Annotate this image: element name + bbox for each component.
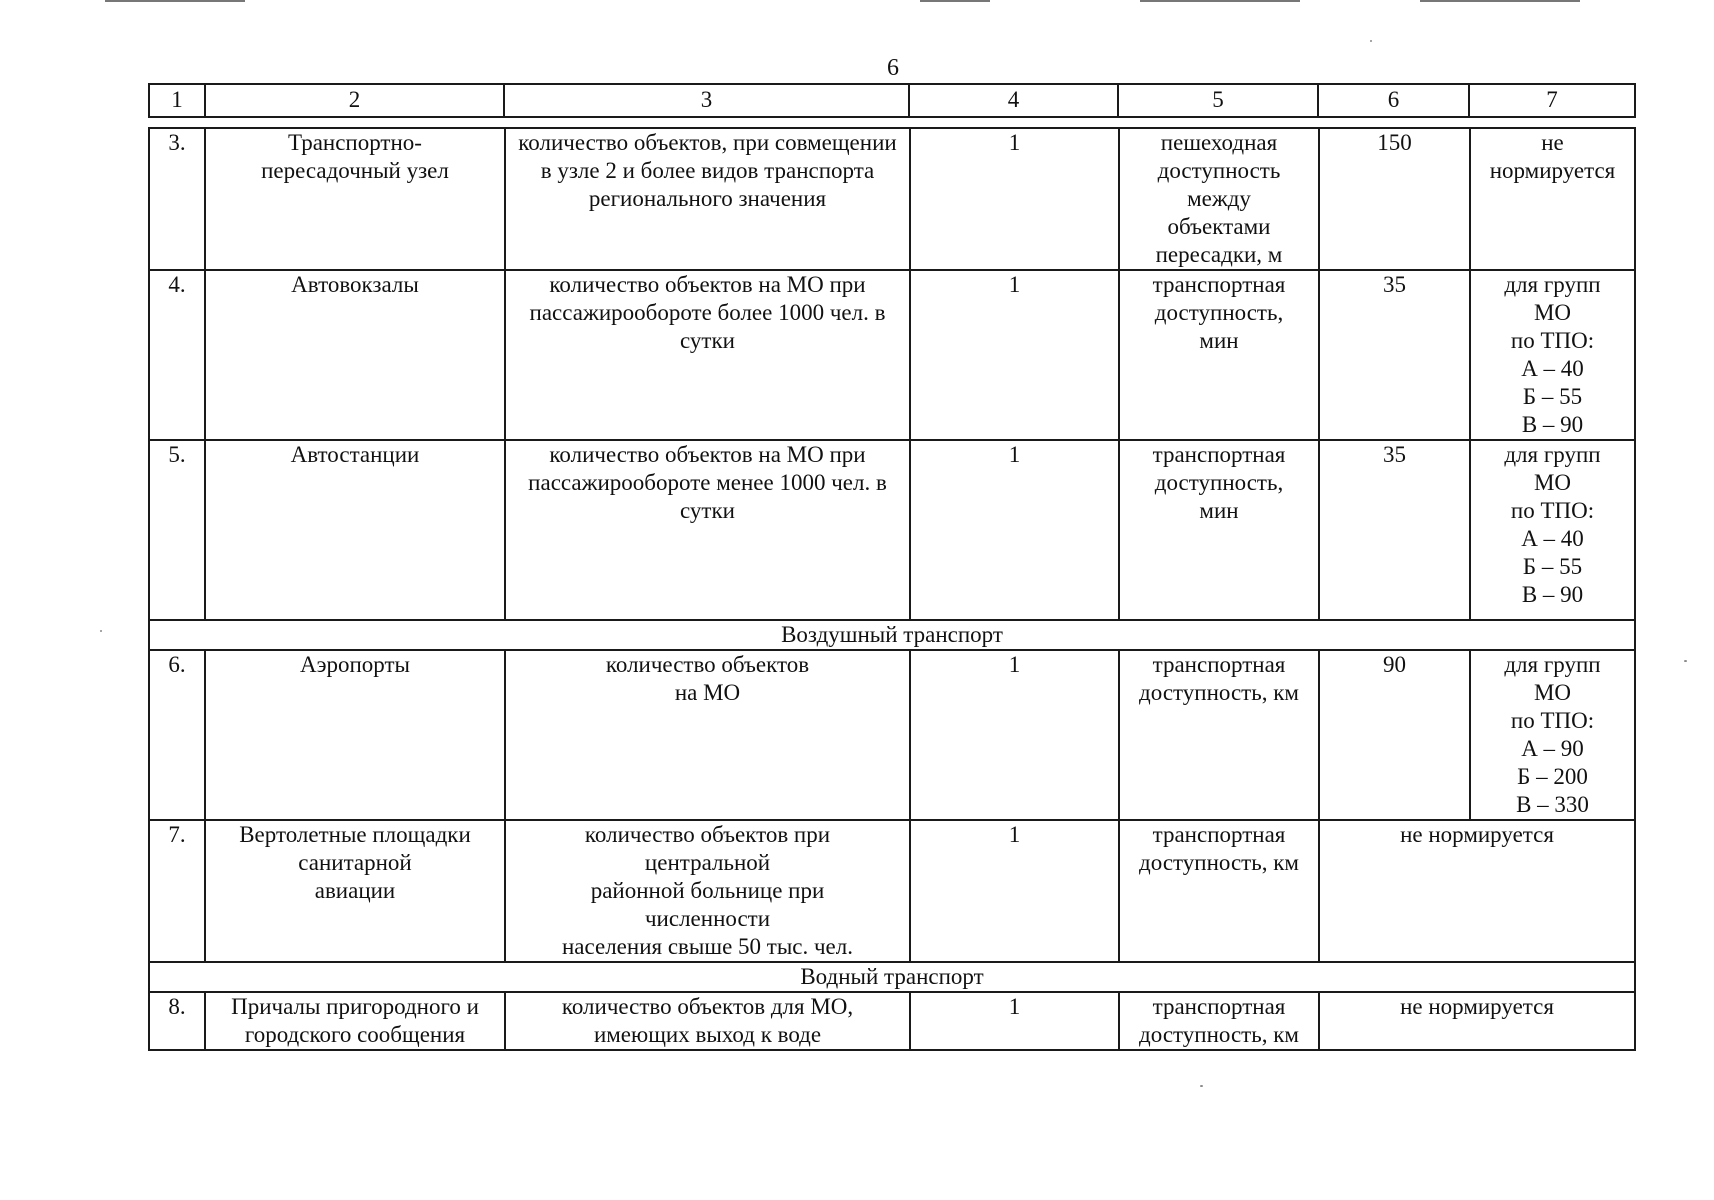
- column-number: 1: [149, 84, 205, 117]
- column-number-row: [149, 84, 1635, 117]
- object-name: Причалы пригородного и городского сообщения: [205, 992, 505, 1050]
- note-merged: не нормируется: [1319, 820, 1635, 962]
- column-number: 5: [1118, 84, 1318, 117]
- table-row: [149, 650, 1635, 820]
- indicator: количество объектов для МО, имеющих выход к воде: [505, 992, 910, 1050]
- table-row: [149, 128, 1635, 270]
- column-number: 2: [205, 84, 504, 117]
- scan-speck: [1684, 660, 1687, 662]
- distance: 150: [1319, 128, 1470, 270]
- note: для групп МО по ТПО: А – 40 Б – 55 В – 90: [1470, 270, 1635, 440]
- scan-edge-line: [920, 0, 990, 2]
- table-row: [149, 270, 1635, 440]
- indicator: количество объектов на МО при пассажирообороте менее 1000 чел. в сутки: [505, 440, 910, 620]
- scan-speck: [1200, 1085, 1203, 1087]
- accessibility: транспортная доступность, км: [1119, 650, 1319, 820]
- note: не нормируется: [1470, 128, 1635, 270]
- table-row: [149, 992, 1635, 1050]
- row-number: 3.: [149, 128, 205, 270]
- scan-speck: [100, 630, 102, 632]
- section-row: [149, 962, 1635, 992]
- norms-table: [148, 127, 1636, 1051]
- row-number: 8.: [149, 992, 205, 1050]
- object-name: Автовокзалы: [205, 270, 505, 440]
- distance: 35: [1319, 440, 1470, 620]
- accessibility: транспортная доступность, мин: [1119, 270, 1319, 440]
- section-row: [149, 620, 1635, 650]
- distance: 35: [1319, 270, 1470, 440]
- note: для групп МО по ТПО: А – 40 Б – 55 В – 90: [1470, 440, 1635, 620]
- object-name: Транспортно- пересадочный узел: [205, 128, 505, 270]
- page-number: 6: [887, 55, 899, 81]
- scan-speck: [1370, 40, 1372, 42]
- column-number: 3: [504, 84, 909, 117]
- object-name: Автостанции: [205, 440, 505, 620]
- indicator: количество объектов на МО при пассажирообороте более 1000 чел. в сутки: [505, 270, 910, 440]
- value: 1: [910, 440, 1119, 620]
- table-row: [149, 820, 1635, 962]
- value: 1: [910, 128, 1119, 270]
- distance: 90: [1319, 650, 1470, 820]
- accessibility: транспортная доступность, мин: [1119, 440, 1319, 620]
- table-header: [148, 83, 1636, 118]
- object-name: Аэропорты: [205, 650, 505, 820]
- accessibility: пешеходная доступность между объектами пересадки, м: [1119, 128, 1319, 270]
- note-merged: не нормируется: [1319, 992, 1635, 1050]
- value: 1: [910, 820, 1119, 962]
- value: 1: [910, 992, 1119, 1050]
- scan-edge-line: [1420, 0, 1580, 2]
- value: 1: [910, 650, 1119, 820]
- accessibility: транспортная доступность, км: [1119, 992, 1319, 1050]
- indicator: количество объектов при центральной районной больнице при численности населения свыше 50 тыс. чел.: [505, 820, 910, 962]
- note: для групп МО по ТПО: А – 90 Б – 200 В – 330: [1470, 650, 1635, 820]
- scan-edge-line: [105, 0, 245, 2]
- row-number: 5.: [149, 440, 205, 620]
- indicator: количество объектов на МО: [505, 650, 910, 820]
- row-number: 7.: [149, 820, 205, 962]
- section-title-air: Воздушный транспорт: [149, 620, 1635, 650]
- row-number: 6.: [149, 650, 205, 820]
- scan-edge-line: [1140, 0, 1300, 2]
- column-number: 4: [909, 84, 1118, 117]
- row-number: 4.: [149, 270, 205, 440]
- indicator: количество объектов, при совмещении в узле 2 и более видов транспорта регионального значения: [505, 128, 910, 270]
- object-name: Вертолетные площадки санитарной авиации: [205, 820, 505, 962]
- section-title-water: Водный транспорт: [149, 962, 1635, 992]
- column-number: 6: [1318, 84, 1469, 117]
- table-row: [149, 440, 1635, 620]
- column-number: 7: [1469, 84, 1635, 117]
- value: 1: [910, 270, 1119, 440]
- accessibility: транспортная доступность, км: [1119, 820, 1319, 962]
